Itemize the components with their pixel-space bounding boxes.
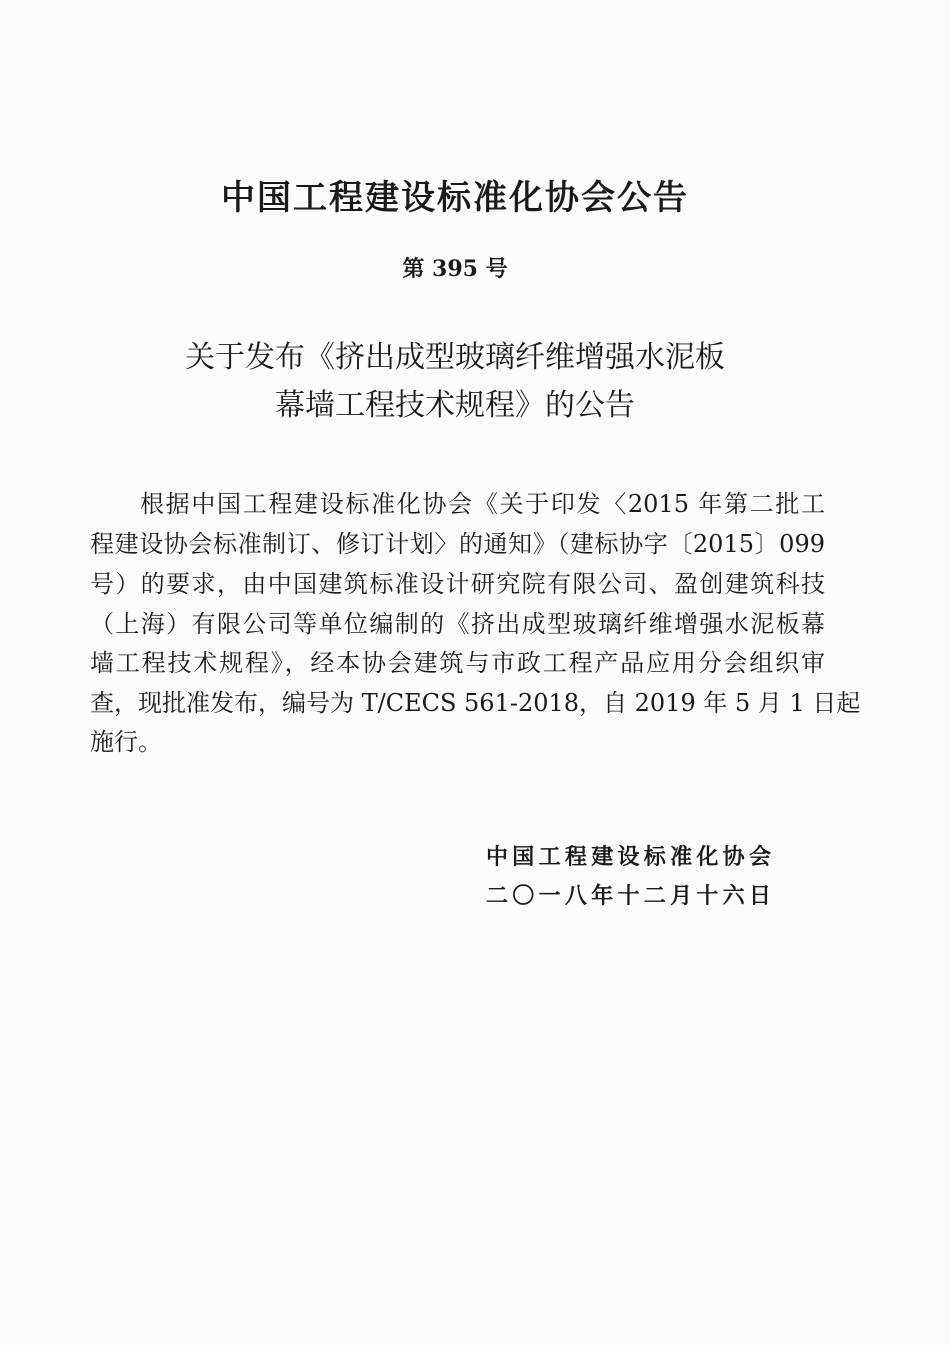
notice-number: 第 395 号: [402, 256, 508, 282]
body-line: 号）的要求，由中国建筑标准设计研究院有限公司、盈创建筑科技: [90, 570, 825, 598]
notice-title: 中国工程建设标准化协会公告: [221, 178, 689, 218]
body-line: 根据中国工程建设标准化协会《关于印发〈2015 年第二批工: [140, 490, 825, 518]
notice-subtitle-line: 幕墙工程技术规程》的公告: [275, 388, 635, 423]
body-line: 施行。: [90, 728, 162, 756]
body-line: 墙工程技术规程》，经本协会建筑与市政工程产品应用分会组织审: [90, 649, 825, 677]
signature-date: 二〇一八年十二月十六日: [486, 884, 771, 909]
body-line: （上海）有限公司等单位编制的《挤出成型玻璃纤维增强水泥板幕: [90, 610, 825, 638]
signature-organization: 中国工程建设标准化协会: [486, 845, 771, 870]
body-line: 程建设协会标准制订、修订计划〉的通知》（建标协字〔2015〕099: [90, 530, 825, 558]
body-line: 查，现批准发布，编号为 T/CECS 561-2018，自 2019 年 5 月 1 日起: [90, 689, 861, 717]
notice-subtitle-line: 关于发布《挤出成型玻璃纤维增强水泥板: [185, 340, 725, 375]
